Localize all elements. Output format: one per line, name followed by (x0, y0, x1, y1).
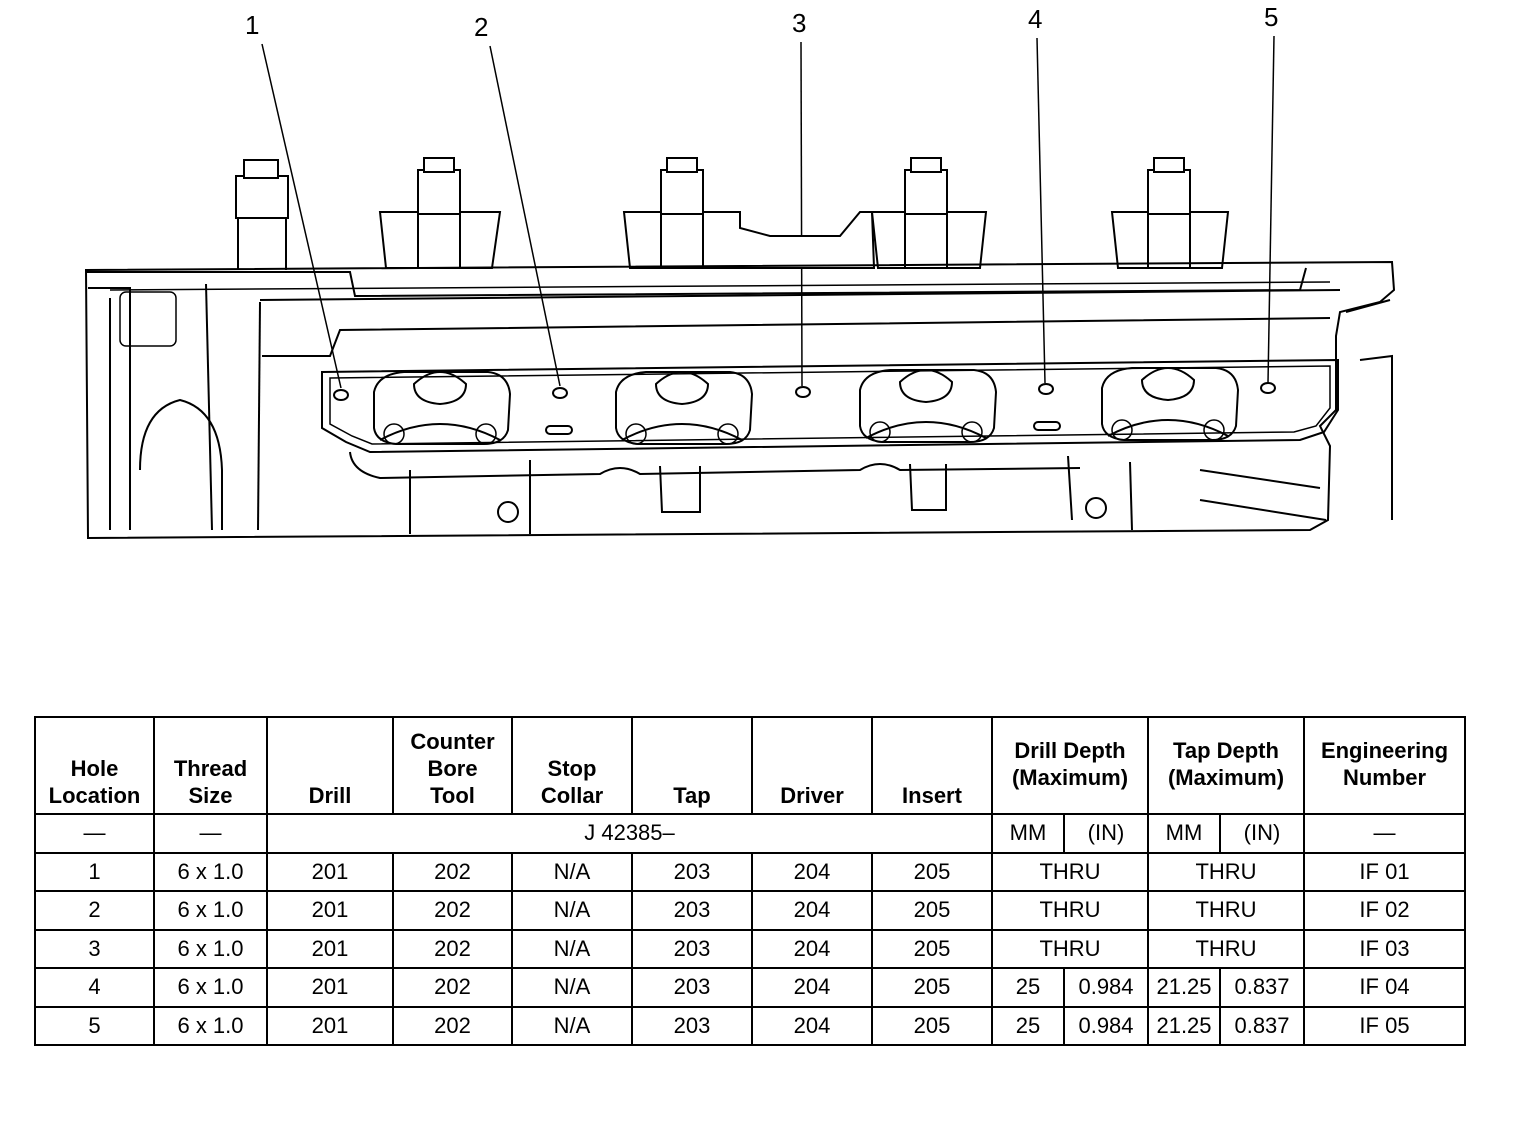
callout-number-4: 4 (1028, 4, 1043, 34)
cell-drill-depth: THRU (992, 891, 1148, 929)
cell-driver: 204 (752, 891, 872, 929)
hole-3 (796, 387, 810, 397)
cell-drill: 201 (267, 1007, 393, 1045)
cell-stop-collar: N/A (512, 1007, 632, 1045)
cell-drill-depth: THRU (992, 853, 1148, 891)
threaded-holes (334, 383, 1275, 434)
callout-number-2: 2 (474, 12, 489, 42)
cell-thread: 6 x 1.0 (154, 853, 267, 891)
cell-tap: 203 (632, 1007, 752, 1045)
cell-tap-depth: THRU (1148, 853, 1304, 891)
cell-tap-depth: THRU (1148, 930, 1304, 968)
cell-driver: 204 (752, 1007, 872, 1045)
hole-4 (1039, 384, 1053, 394)
cell-counter-bore: 202 (393, 891, 512, 929)
cell-counter-bore: 202 (393, 930, 512, 968)
cell-counter-bore: 202 (393, 1007, 512, 1045)
table-row (35, 853, 1465, 891)
cell-thread: 6 x 1.0 (154, 930, 267, 968)
cell-tap-depth: THRU (1148, 891, 1304, 929)
cell-insert: 205 (872, 853, 992, 891)
hole-5 (1261, 383, 1275, 393)
cell-drill-depth-mm: 25 (992, 968, 1064, 1006)
cam-cap-bolts (236, 158, 1228, 270)
cell-hole: 3 (35, 930, 154, 968)
cell-engineering-number: IF 01 (1304, 853, 1465, 891)
cell-insert: 205 (872, 968, 992, 1006)
cell-driver: 204 (752, 930, 872, 968)
cell-thread: 6 x 1.0 (154, 968, 267, 1006)
cell-counter-bore: 202 (393, 968, 512, 1006)
cell-drill-depth-in: 0.984 (1064, 968, 1148, 1006)
subheader-hole-location: — (35, 814, 154, 852)
cell-drill-depth: THRU (992, 930, 1148, 968)
subheader-drill-depth-in: (IN) (1064, 814, 1148, 852)
cell-stop-collar: N/A (512, 968, 632, 1006)
cell-counter-bore: 202 (393, 853, 512, 891)
subheader-drill-depth-mm: MM (992, 814, 1064, 852)
subheader-thread-size: — (154, 814, 267, 852)
cell-driver: 204 (752, 853, 872, 891)
callout-number-1: 1 (245, 10, 260, 40)
subheader-row (35, 814, 1465, 852)
hole-1 (334, 390, 348, 400)
cell-thread: 6 x 1.0 (154, 1007, 267, 1045)
cell-stop-collar: N/A (512, 853, 632, 891)
cell-hole: 4 (35, 968, 154, 1006)
header-row (35, 717, 1465, 814)
header-tap: Tap (632, 717, 752, 814)
cell-hole: 1 (35, 853, 154, 891)
hole-repair-spec-table (34, 716, 1466, 1046)
hole-2 (553, 388, 567, 398)
cell-stop-collar: N/A (512, 930, 632, 968)
cell-drill-depth-mm: 25 (992, 1007, 1064, 1045)
header-hole-location: Hole Location (35, 717, 154, 814)
header-drill: Drill (267, 717, 393, 814)
cell-drill: 201 (267, 891, 393, 929)
header-engineering-number: Engineering Number (1304, 717, 1465, 814)
cell-insert: 205 (872, 930, 992, 968)
cell-stop-collar: N/A (512, 891, 632, 929)
cell-engineering-number: IF 02 (1304, 891, 1465, 929)
cell-drill: 201 (267, 968, 393, 1006)
cell-tap: 203 (632, 930, 752, 968)
header-counter-bore-tool: Counter Bore Tool (393, 717, 512, 814)
cell-engineering-number: IF 04 (1304, 968, 1465, 1006)
cell-driver: 204 (752, 968, 872, 1006)
cell-insert: 205 (872, 891, 992, 929)
callout-number-5: 5 (1264, 2, 1279, 32)
cell-tap-depth-mm: 21.25 (1148, 1007, 1220, 1045)
cell-tap-depth-mm: 21.25 (1148, 968, 1220, 1006)
subheader-tap-depth-in: (IN) (1220, 814, 1304, 852)
header-driver: Driver (752, 717, 872, 814)
header-thread-size: Thread Size (154, 717, 267, 814)
cell-tap: 203 (632, 891, 752, 929)
cell-engineering-number: IF 03 (1304, 930, 1465, 968)
callout-number-3: 3 (792, 8, 807, 38)
header-tap-depth: Tap Depth (Maximum) (1148, 717, 1304, 814)
subheader-engineering-number: — (1304, 814, 1465, 852)
cell-tap: 203 (632, 853, 752, 891)
cell-hole: 5 (35, 1007, 154, 1045)
cell-tap-depth-in: 0.837 (1220, 968, 1304, 1006)
header-stop-collar: Stop Collar (512, 717, 632, 814)
cell-drill-depth-in: 0.984 (1064, 1007, 1148, 1045)
lower-details (350, 452, 1132, 534)
cell-thread: 6 x 1.0 (154, 891, 267, 929)
table-row (35, 1007, 1465, 1045)
cell-hole: 2 (35, 891, 154, 929)
cell-insert: 205 (872, 1007, 992, 1045)
cell-engineering-number: IF 05 (1304, 1007, 1465, 1045)
intake-ports (374, 368, 1238, 444)
head-body (86, 262, 1394, 538)
table-row (35, 968, 1465, 1006)
header-drill-depth: Drill Depth (Maximum) (992, 717, 1148, 814)
tool-kit-number: J 42385– (267, 814, 992, 852)
cell-tap: 203 (632, 968, 752, 1006)
table-row (35, 891, 1465, 929)
cell-drill: 201 (267, 930, 393, 968)
subheader-tap-depth-mm: MM (1148, 814, 1220, 852)
cell-drill: 201 (267, 853, 393, 891)
header-insert: Insert (872, 717, 992, 814)
table-row (35, 930, 1465, 968)
cell-tap-depth-in: 0.837 (1220, 1007, 1304, 1045)
